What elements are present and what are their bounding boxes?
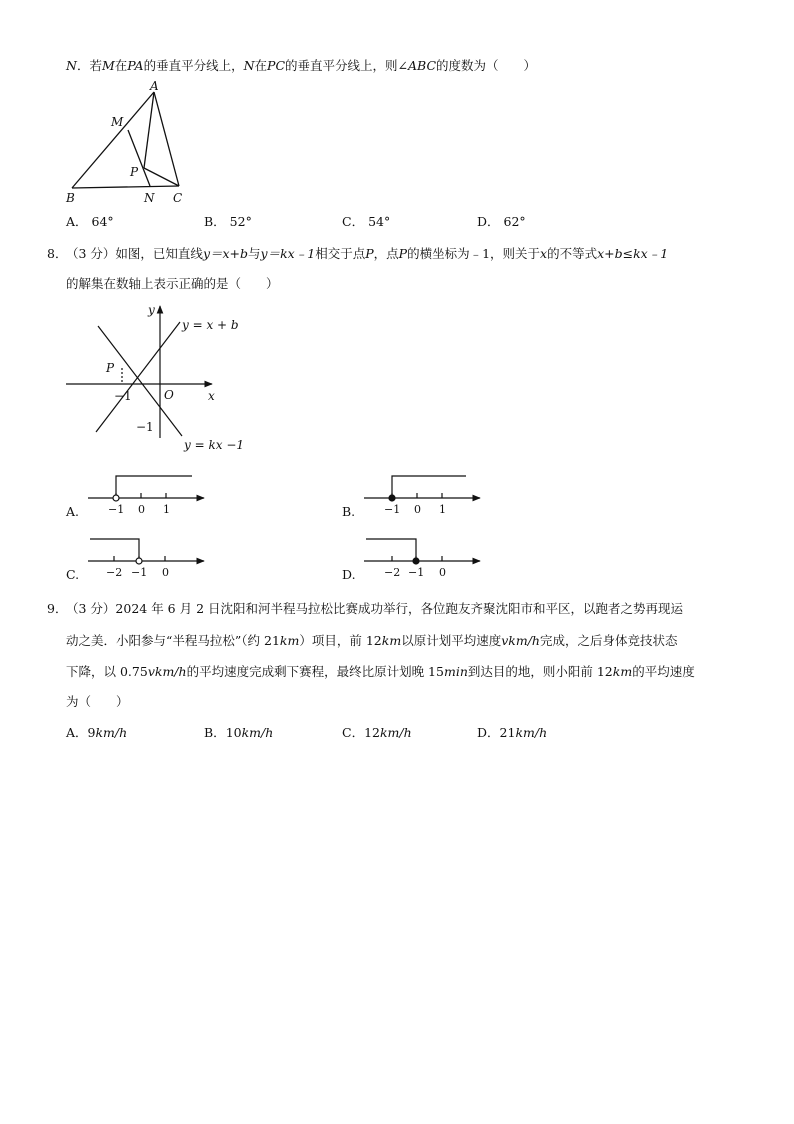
- q7-option-d-letter: D．: [477, 214, 500, 229]
- solution-bracket: [116, 476, 192, 498]
- q9-option-d-num: 21: [499, 725, 516, 740]
- line1-label: y = x + b: [182, 318, 239, 332]
- q8-l1-e1: y＝x+b: [202, 246, 249, 261]
- q7-option-c-text: 54°: [368, 214, 391, 229]
- tick-label-3: 1: [163, 503, 170, 516]
- q9-l2-km2: km: [381, 633, 402, 648]
- q8-l1-t5: 的横坐标为﹣1，则关于: [407, 246, 541, 261]
- q7-option-c[interactable]: [342, 212, 390, 230]
- q8-stem-line1: [66, 244, 668, 262]
- tick-label-1: −1: [108, 503, 125, 516]
- label-m: M: [111, 115, 124, 129]
- q7-option-a-text: 64°: [91, 214, 114, 229]
- q7-stem-m: M: [101, 58, 115, 73]
- q8-option-d-letter[interactable]: D.: [342, 567, 356, 582]
- line2-label: y = kx −1: [184, 438, 245, 452]
- q9-l3-t4: 的平均速度: [632, 664, 695, 679]
- open-dot: [113, 495, 119, 501]
- q9-stem-line3: [66, 662, 695, 680]
- q7-stem-abc: ABC: [408, 58, 437, 73]
- solution-bracket: [392, 476, 466, 498]
- closed-dot: [389, 495, 395, 501]
- q9-option-a-unit: km/h: [95, 725, 128, 740]
- point-p-label: P: [106, 361, 115, 375]
- label-b: B: [66, 191, 75, 205]
- q9-number: 9．: [47, 601, 68, 616]
- q9-option-b-unit: km/h: [241, 725, 274, 740]
- q8-l1-p2: P: [398, 246, 408, 261]
- origin-label: O: [164, 388, 174, 402]
- q8-option-a-numberline[interactable]: [86, 472, 216, 518]
- q8-l1-t1: （3 分）如图，已知直线: [66, 246, 203, 261]
- tick-label-2: −1: [131, 566, 148, 579]
- q8-option-b-letter[interactable]: B.: [342, 504, 356, 519]
- q9-stem-line4: 为（ ）: [66, 694, 129, 709]
- q7-stem-t5: 的垂直平分线上，则∠: [285, 58, 409, 73]
- q8-stem-line2: 的解集在数轴上表示正确的是（ ）: [66, 276, 279, 291]
- x-axis-label: x: [208, 389, 215, 403]
- line-y-x-plus-b: [96, 322, 180, 432]
- q8-option-c-numberline[interactable]: [86, 535, 216, 581]
- q8-option-b-numberline[interactable]: [362, 472, 492, 518]
- y-tick-neg1: −1: [136, 420, 154, 434]
- segment-ba: [72, 92, 154, 188]
- q8-l1-e2: y＝kx﹣1: [260, 246, 316, 261]
- q8-l1-p: P: [365, 246, 374, 261]
- q9-l3-t1: 下降，以 0.75: [66, 664, 148, 679]
- q9-option-a-num: 9: [87, 725, 96, 740]
- q8-l1-t3: 相交于点: [315, 246, 366, 261]
- q9-l3-t3: 到达目的地，则小阳前 12: [467, 664, 613, 679]
- q8-option-a-letter[interactable]: A.: [66, 504, 80, 519]
- tick-label-3: 0: [439, 566, 446, 579]
- q7-stem-t1: ．若: [76, 58, 102, 73]
- q7-stem-n2: N: [243, 58, 255, 73]
- q8-l1-x: x: [540, 246, 548, 261]
- q9-l3-km: km: [612, 664, 633, 679]
- tick-label-2: 0: [414, 503, 421, 516]
- q9-l2-t2: ）项目，前 12: [299, 633, 382, 648]
- q8-l1-e3: x+b≤kx﹣1: [597, 246, 669, 261]
- q9-l2-km1: km: [279, 633, 300, 648]
- q7-option-d[interactable]: [477, 212, 526, 230]
- q7-triangle-figure: [60, 78, 190, 208]
- label-a: A: [150, 79, 159, 93]
- tick-label-3: 0: [162, 566, 169, 579]
- q9-option-c[interactable]: [342, 723, 412, 741]
- x-tick-neg1: −1: [114, 389, 132, 403]
- q7-stem-t3: 的垂直平分线上，: [143, 58, 244, 73]
- tick-label-2: −1: [408, 566, 425, 579]
- q8-option-c-letter[interactable]: C.: [66, 567, 80, 582]
- q7-stem-n: N: [66, 58, 77, 73]
- q7-option-a-letter: A．: [66, 214, 88, 229]
- closed-dot: [413, 558, 419, 564]
- tick-label-1: −2: [106, 566, 123, 579]
- q7-stem-t2: 在: [114, 58, 128, 73]
- segment-bc: [72, 186, 179, 188]
- tick-label-3: 1: [439, 503, 446, 516]
- q7-stem: [66, 56, 536, 74]
- q7-option-b-letter: B．: [204, 214, 226, 229]
- label-c: C: [173, 191, 183, 205]
- q7-option-c-letter: C．: [342, 214, 365, 229]
- open-dot: [136, 558, 142, 564]
- q9-stem-line1: （3 分）2024 年 6 月 2 日沈阳和河半程马拉松比赛成功举行，各位跑友齐聚沈阳市和平区，以跑者之势再现运: [66, 601, 684, 616]
- q8-l1-t4: ，点: [373, 246, 399, 261]
- tick-label-2: 0: [138, 503, 145, 516]
- q9-l2-v: vkm/h: [501, 633, 540, 648]
- q9-option-b-num: 10: [225, 725, 242, 740]
- segment-ap: [144, 92, 154, 168]
- q9-option-d[interactable]: [477, 723, 547, 741]
- q9-l2-t4: 完成，之后身体竞技状态: [539, 633, 678, 648]
- segment-ac: [154, 92, 179, 186]
- q9-option-b-letter: B．: [204, 725, 226, 740]
- q9-l2-t1: 动之美．小阳参与“半程马拉松”（约 21: [66, 633, 280, 648]
- y-axis-label: y: [148, 303, 155, 317]
- q9-option-a[interactable]: [66, 723, 127, 741]
- q7-stem-pa: PA: [127, 58, 144, 73]
- tick-label-1: −1: [384, 503, 401, 516]
- q9-option-b[interactable]: [204, 723, 273, 741]
- label-p: P: [130, 165, 139, 179]
- q7-option-a[interactable]: [66, 212, 114, 230]
- solution-bracket: [366, 539, 416, 561]
- q7-stem-t4: 在: [254, 58, 268, 73]
- q8-l1-t6: 的不等式: [547, 246, 598, 261]
- q9-option-a-letter: A．: [66, 725, 88, 740]
- q8-number: 8．: [47, 246, 68, 261]
- q9-option-c-num: 12: [364, 725, 380, 740]
- q7-option-d-text: 62°: [503, 214, 526, 229]
- q9-l2-t3: 以原计划平均速度: [401, 633, 502, 648]
- q8-l1-t2: 与: [248, 246, 261, 261]
- q9-option-c-letter: C．: [342, 725, 365, 740]
- q7-option-b-text: 52°: [229, 214, 252, 229]
- q8-graph-figure: [62, 298, 252, 458]
- q9-l3-v: vkm/h: [147, 664, 187, 679]
- q8-option-d-numberline[interactable]: [362, 535, 492, 581]
- q9-option-d-unit: km/h: [515, 725, 548, 740]
- tick-label-1: −2: [384, 566, 401, 579]
- label-n: N: [144, 191, 155, 205]
- q9-l3-t2: 的平均速度完成剩下赛程，最终比原计划晚 15: [186, 664, 444, 679]
- q7-stem-pc: PC: [267, 58, 286, 73]
- q9-stem-line2: [66, 631, 677, 649]
- q9-l3-min: min: [443, 664, 468, 679]
- q7-option-b[interactable]: [204, 212, 252, 230]
- q9-option-d-letter: D．: [477, 725, 500, 740]
- q7-stem-t6: 的度数为（ ）: [436, 58, 537, 73]
- q9-option-c-unit: km/h: [379, 725, 412, 740]
